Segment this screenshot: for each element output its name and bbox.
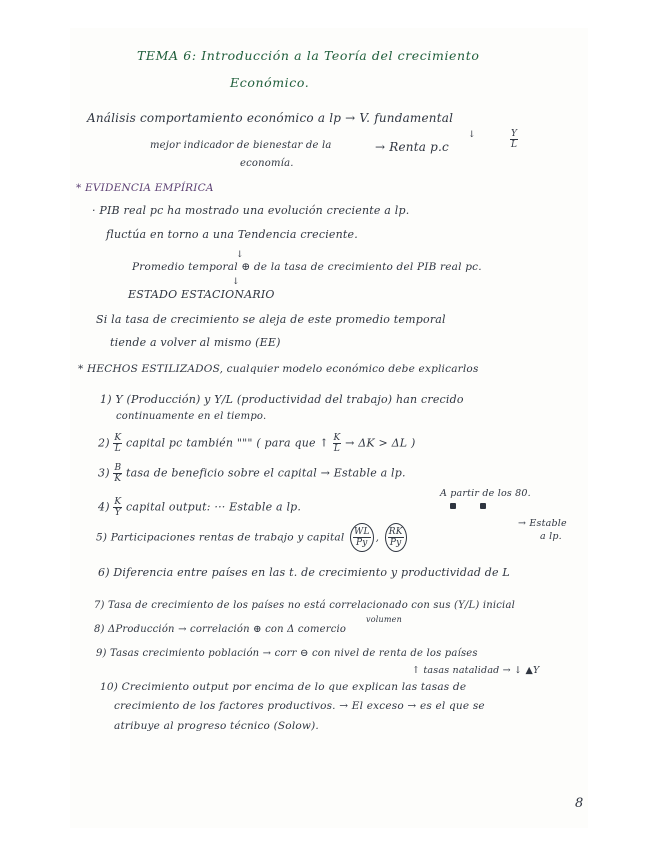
- hecho-10-end: atribuye al progreso técnico (Solow).: [114, 720, 319, 732]
- square-bullet-icon: [450, 503, 456, 509]
- evidencia-bullet: · PIB real pc ha mostrado una evolución creciente a lp.: [92, 204, 410, 217]
- hecho-2: 2) $\frac{K}{L}$ capital pc también """ ( para que ↑ $\frac{K}{L}$ → ΔK > ΔL ): [98, 433, 416, 454]
- arrow-down-icon: ↓: [232, 277, 240, 287]
- page-number: 8: [575, 796, 584, 811]
- page-title-line2: Económico.: [230, 75, 310, 90]
- intro-line: Análisis comportamiento económico a lp → V. fundamental: [87, 111, 454, 125]
- hecho-7: 7) Tasa de crecimiento de los países no está correlacionado con sus (Y/L) inicial: [94, 600, 516, 611]
- hecho-4: 4) $\frac{K}{Y}$ capital output: ··· Estable a lp.: [98, 497, 302, 518]
- hecho-10-cont: crecimiento de los factores productivos. → El exceso → es el que se: [114, 700, 485, 712]
- a-partir-note: A partir de los 80.: [440, 488, 531, 499]
- evidencia-heading: * EVIDENCIA EMPÍRICA: [76, 182, 214, 194]
- hecho-3: 3) $\frac{B}{K}$ tasa de beneficio sobre el capital → Estable a lp.: [98, 463, 406, 484]
- promedio-line: Promedio temporal ⊕ de la tasa de crecimiento del PIB real pc.: [132, 261, 482, 273]
- notebook-page: [70, 28, 588, 828]
- si-line-2: tiende a volver al mismo (EE): [110, 336, 281, 349]
- hecho-8: 8) ΔProducción → correlación ⊕ con Δ comercio: [94, 624, 347, 635]
- hechos-heading: * HECHOS ESTILIZADOS, cualquier modelo económico debe explicarlos: [78, 363, 479, 375]
- estado-estacionario: ESTADO ESTACIONARIO: [128, 288, 275, 301]
- hecho-9: 9) Tasas crecimiento población → corr ⊖ con nivel de renta de los países: [96, 648, 478, 659]
- page-title: TEMA 6: Introducción a la Teoría del crecimiento: [137, 48, 480, 63]
- hecho-1: 1) Y (Producción) y Y/L (productividad del trabajo) han crecido: [100, 393, 464, 406]
- hecho-8-volumen: volumen: [366, 615, 402, 624]
- arrow-down-icon: ↓: [468, 130, 476, 140]
- y-over-l: $\frac{Y}{L}$: [511, 129, 518, 150]
- square-bullet-icon: [480, 503, 486, 509]
- hecho-9-natalidad: ↑ tasas natalidad → ↓ ▲Y: [412, 665, 540, 676]
- si-line-1: Si la tasa de crecimiento se aleja de este promedio temporal: [96, 313, 446, 326]
- evidencia-fluctua: fluctúa en torno a una Tendencia creciente.: [106, 228, 358, 241]
- hecho-5-estable: → Estable: [518, 518, 567, 529]
- arrow-down-icon: ↓: [236, 250, 244, 260]
- intro-indicator: mejor indicador de bienestar de la: [150, 140, 332, 151]
- intro-economia: economía.: [240, 158, 294, 169]
- hecho-6: 6) Diferencia entre países en las t. de crecimiento y productividad de L: [98, 566, 510, 579]
- hecho-5: 5) Participaciones rentas de trabajo y capital $\frac{WL}{Py}$ , $\frac{RK}{Py}$: [96, 523, 409, 552]
- hecho-1-cont: continuamente en el tiempo.: [116, 411, 267, 422]
- hecho-10: 10) Crecimiento output por encima de lo que explican las tasas de: [100, 681, 467, 693]
- intro-renta: → Renta p.c: [375, 140, 449, 154]
- hecho-5-alp: a lp.: [540, 531, 562, 542]
